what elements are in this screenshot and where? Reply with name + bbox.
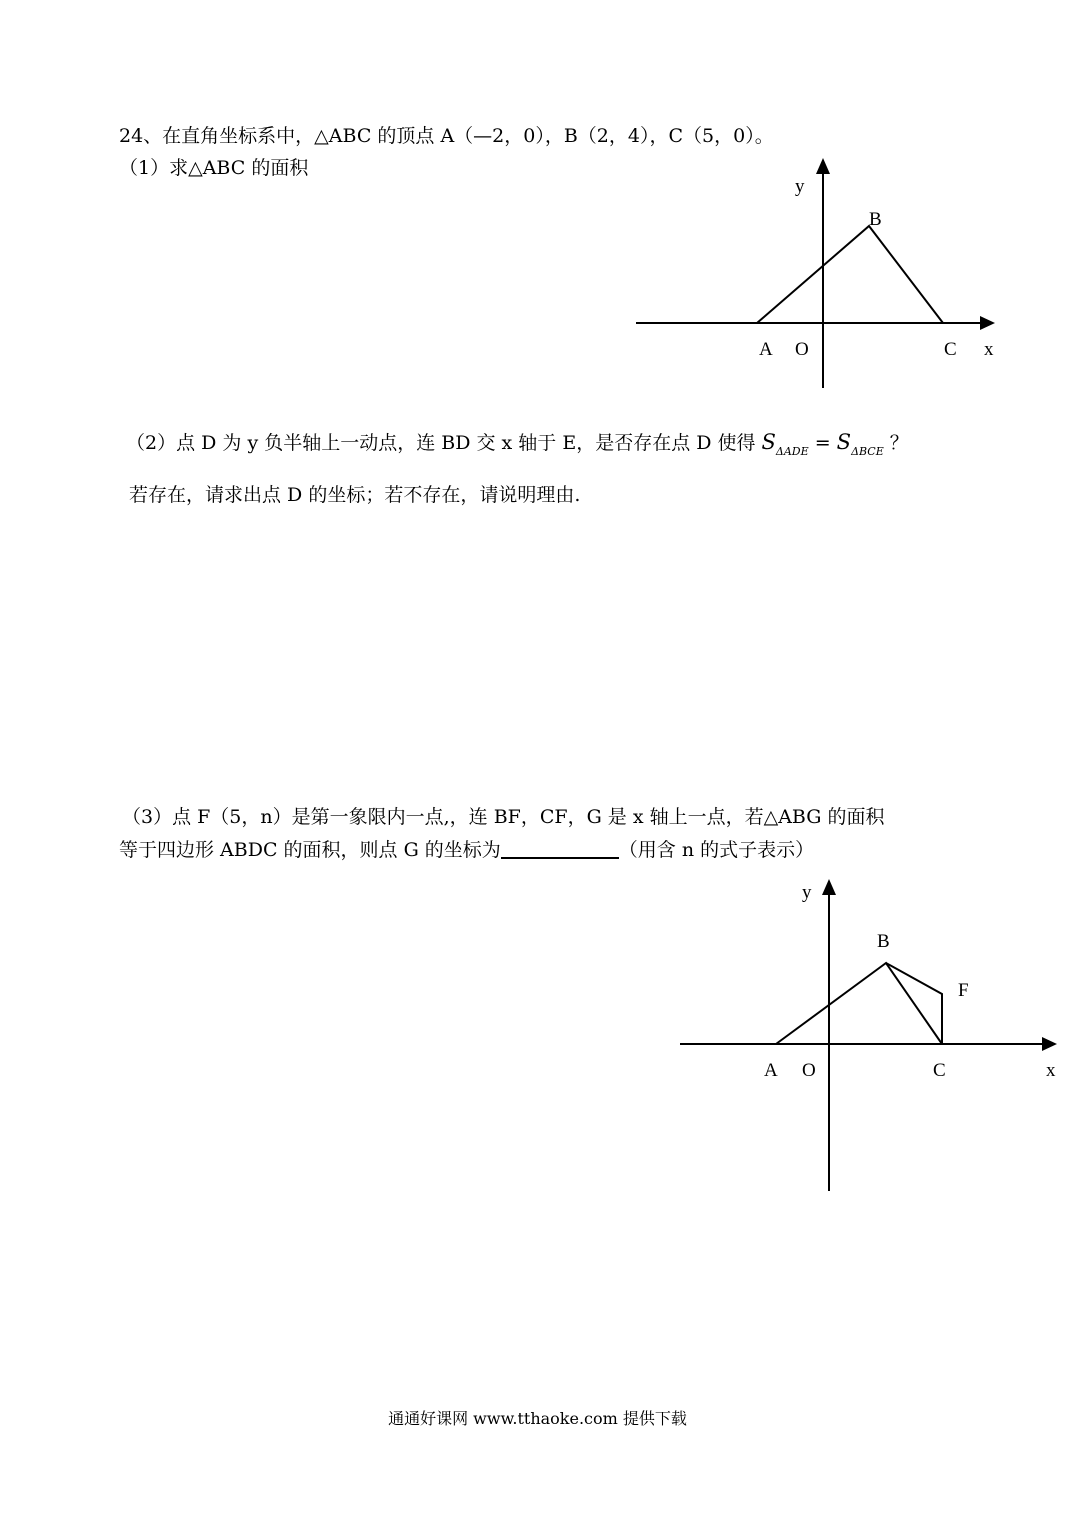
area-symbol-1: S	[761, 430, 776, 454]
figure2-label-x: x	[1046, 1060, 1056, 1081]
figure1-label-o: O	[795, 339, 809, 360]
part2-line2: 若存在，请求出点 D 的坐标；若不存在，请说明理由.	[129, 484, 581, 506]
figure2-label-b: B	[877, 931, 890, 952]
equals-sign: =	[814, 432, 831, 454]
figure1-label-x: x	[984, 339, 994, 360]
part1-text: （1）求△ABC 的面积	[119, 157, 309, 179]
figure2-x-axis	[680, 1037, 1057, 1051]
part3-line2-suffix: （用含 n 的式子表示）	[618, 839, 815, 861]
part2-prefix: （2）点 D 为 y 负半轴上一动点，连 BD 交 x 轴于 E，是否存在点 D 使得	[126, 432, 756, 454]
figure2-label-f: F	[958, 980, 969, 1001]
figure1-label-b: B	[869, 209, 882, 230]
figure2-label-y: y	[802, 882, 812, 903]
figure1-label-a: A	[759, 339, 773, 360]
figure2-label-o: O	[802, 1060, 816, 1081]
figure2-y-axis	[822, 879, 836, 1191]
figure1-label-y: y	[795, 176, 805, 197]
figure2-label-a: A	[764, 1060, 778, 1081]
area-symbol-2: S	[836, 430, 852, 454]
figure2-label-c: C	[933, 1060, 946, 1081]
part3-line2-prefix: 等于四边形 ABDC 的面积，则点 G 的坐标为	[119, 839, 501, 861]
question-intro: 24、在直角坐标系中，△ABC 的顶点 A（—2，0），B（2，4），C（5，0）。	[119, 125, 774, 147]
part3-line1: （3）点 F（5，n）是第一象限内一点,，连 BF，CF，G 是 x 轴上一点，若△ABG 的面积	[122, 806, 885, 828]
figure2-triangle-abc	[776, 963, 942, 1044]
part2-suffix: ？	[889, 432, 909, 454]
figure1-label-c: C	[944, 339, 957, 360]
area-subscript-ade: ΔADE	[775, 445, 809, 458]
area-subscript-bce: ΔBCE	[851, 445, 884, 458]
footer-text: 通通好课网 www.tthaoke.com 提供下载	[388, 1409, 687, 1428]
